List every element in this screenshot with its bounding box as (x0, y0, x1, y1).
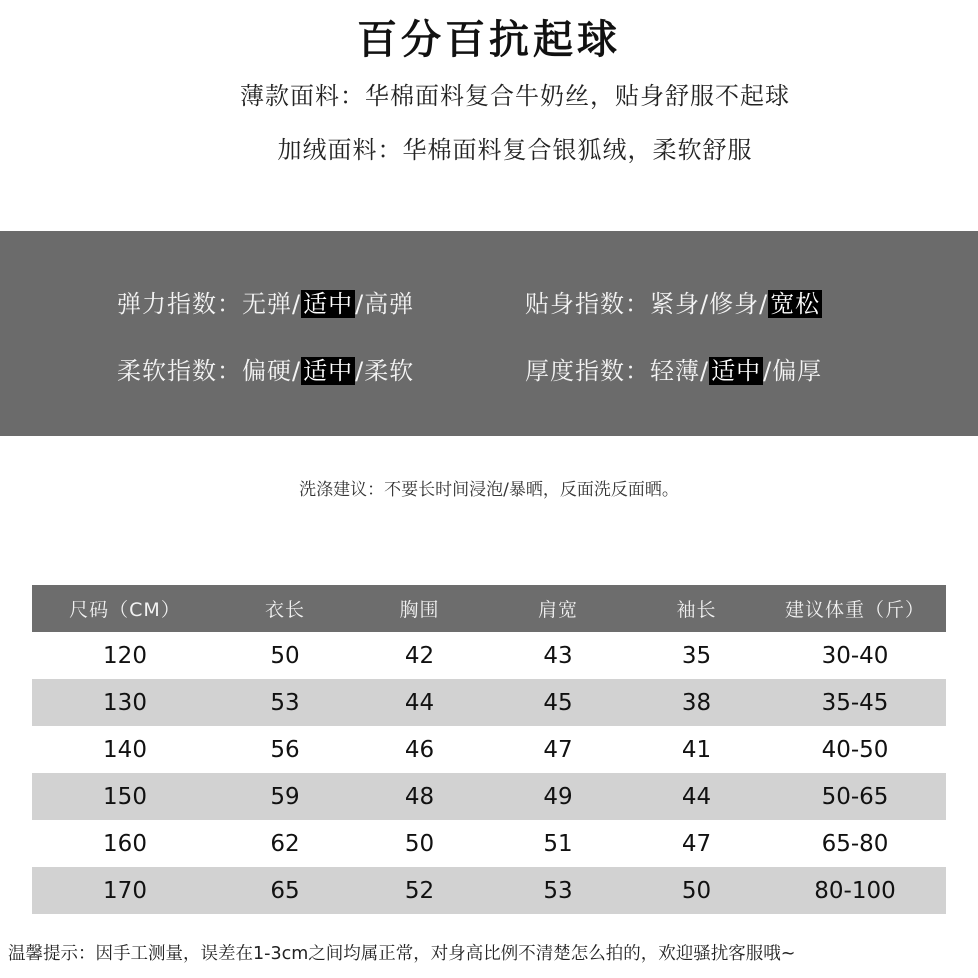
size-chart-table (32, 585, 946, 914)
fit-option-tight: 紧身 (650, 290, 700, 318)
thickness-index: 厚度指数：轻薄/适中/偏厚 (525, 357, 823, 385)
cell-length: 59 (218, 773, 352, 820)
cell-sleeve: 38 (629, 679, 764, 726)
cell-length: 56 (270, 736, 300, 763)
fit-option-slim: 修身 (709, 290, 760, 318)
elasticity-index: 弹力指数：无弹/适中/高弹 (117, 290, 415, 318)
cell-size: 150 (32, 773, 218, 820)
cell-weight: 30-40 (821, 642, 889, 669)
cell-weight: 35-45 (764, 679, 946, 726)
page-title: 百分百抗起球 (357, 17, 621, 63)
header-shoulder: 肩宽 (487, 585, 629, 632)
cell-sleeve: 47 (681, 830, 712, 857)
cell-chest: 50 (404, 830, 435, 857)
table-row (32, 726, 946, 773)
footer-tip: 温馨提示：因手工测量，误差在1-3cm之间均属正常，对身高比例不清楚怎么拍的，欢迎骚扰客服哦~ (8, 944, 796, 964)
cell-shoulder: 45 (487, 679, 629, 726)
cell-shoulder: 53 (487, 867, 629, 914)
fit-index: 贴身指数：紧身/修身/宽松 (525, 290, 821, 318)
cell-length: 50 (270, 642, 300, 669)
thickness-option-medium: 适中 (711, 357, 762, 385)
table-row (32, 632, 946, 679)
index-panel (0, 231, 978, 436)
cell-size: 160 (103, 830, 147, 857)
table-row (32, 679, 946, 726)
cell-weight: 40-50 (821, 736, 889, 763)
cell-size: 120 (103, 642, 147, 669)
cell-weight: 80-100 (764, 867, 946, 914)
cell-chest: 52 (352, 867, 487, 914)
softness-option-medium: 适中 (303, 357, 354, 385)
header-size: 尺码（CM） (32, 585, 218, 632)
table-row (32, 773, 946, 820)
cell-length: 65 (218, 867, 352, 914)
thickness-option-thick: 偏厚 (772, 357, 823, 385)
header-chest: 胸围 (352, 585, 487, 632)
cell-chest: 46 (404, 736, 435, 763)
cell-chest: 48 (352, 773, 487, 820)
cell-size: 140 (103, 736, 147, 763)
softness-index: 柔软指数：偏硬/适中/柔软 (117, 357, 415, 385)
cell-chest: 44 (352, 679, 487, 726)
cell-weight: 65-80 (821, 830, 889, 857)
elasticity-option-high: 高弹 (364, 290, 415, 318)
cell-size: 130 (32, 679, 218, 726)
thickness-option-thin: 轻薄 (650, 357, 700, 385)
cell-sleeve: 50 (629, 867, 764, 914)
cell-sleeve: 41 (681, 736, 712, 763)
table-row (32, 820, 946, 867)
cell-size: 170 (32, 867, 218, 914)
fabric-thin-desc: 薄款面料：华棉面料复合牛奶丝，贴身舒服不起球 (240, 82, 790, 110)
table-header-row (32, 585, 946, 632)
header-length: 衣长 (218, 585, 352, 632)
cell-chest: 42 (404, 642, 435, 669)
cell-sleeve: 44 (629, 773, 764, 820)
cell-sleeve: 35 (681, 642, 712, 669)
header-weight: 建议体重（斤） (764, 585, 946, 632)
wash-instructions: 洗涤建议：不要长时间浸泡/暴晒，反面洗反面晒。 (299, 480, 679, 500)
elasticity-option-none: 无弹 (242, 290, 292, 318)
elasticity-label: 弹力指数： (117, 290, 242, 318)
cell-shoulder: 51 (543, 830, 573, 857)
elasticity-option-medium: 适中 (303, 290, 354, 318)
fit-option-loose: 宽松 (770, 290, 821, 318)
fabric-fleece-desc: 加绒面料：华棉面料复合银狐绒，柔软舒服 (277, 136, 753, 164)
softness-option-soft: 柔软 (364, 357, 415, 385)
softness-label: 柔软指数： (117, 357, 242, 385)
fit-label: 贴身指数： (525, 290, 650, 318)
cell-shoulder: 49 (487, 773, 629, 820)
cell-length: 62 (270, 830, 300, 857)
cell-shoulder: 47 (543, 736, 573, 763)
table-row (32, 867, 946, 914)
cell-shoulder: 43 (543, 642, 573, 669)
thickness-label: 厚度指数： (525, 357, 650, 385)
cell-length: 53 (218, 679, 352, 726)
header-sleeve: 袖长 (629, 585, 764, 632)
softness-option-hard: 偏硬 (242, 357, 292, 385)
cell-weight: 50-65 (764, 773, 946, 820)
